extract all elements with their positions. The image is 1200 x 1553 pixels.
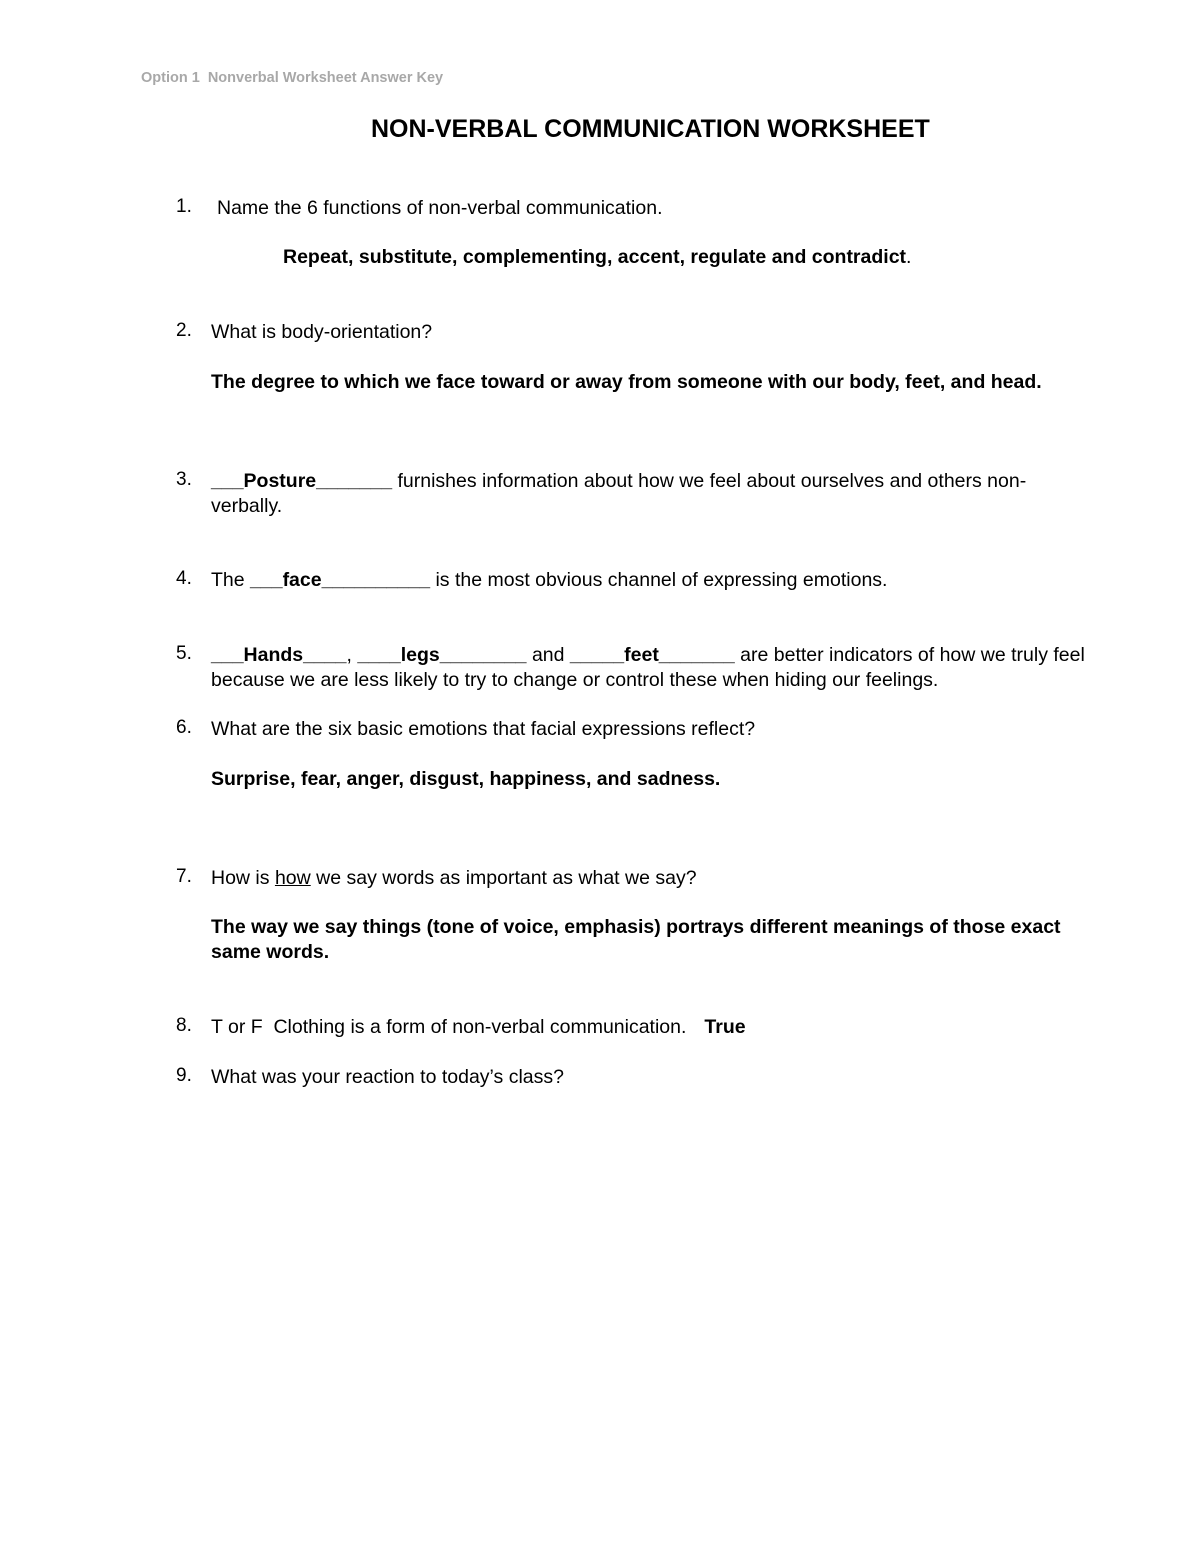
answer-text: Surprise, fear, anger, disgust, happiness, and sadness.	[211, 768, 721, 790]
question-text	[211, 568, 1101, 593]
header-title: Nonverbal Worksheet Answer Key	[207, 70, 444, 86]
question-text	[211, 866, 1101, 891]
fill-blank-legs: ____legs________	[357, 644, 527, 666]
question-number: 9.	[176, 1065, 192, 1086]
question-body: we say words as important as what we say?	[310, 867, 697, 889]
question-text: What was your reaction to today’s class?	[211, 1066, 564, 1088]
question-number: 3.	[176, 469, 192, 490]
answer-text	[283, 245, 1163, 270]
question-body: are better indicators of how we truly feel because we are less likely to try to change or control these when hiding our feelings.	[211, 644, 1085, 691]
question-text: Name the 6 functions of non-verbal communication.	[217, 197, 663, 219]
answer-punct: .	[906, 246, 912, 268]
question-prefix: The	[211, 569, 251, 591]
question-number: 4.	[176, 568, 192, 589]
question-body: furnishes information about how we feel about ourselves and others non-verbally.	[211, 470, 1027, 517]
answer-text: The degree to which we face toward or away from someone with our body, feet, and head.	[211, 371, 1042, 393]
question-text	[211, 469, 1091, 519]
answer-bold: Repeat, substitute, complementing, accent, regulate and contradict	[283, 246, 907, 268]
page-header	[141, 70, 443, 86]
question-text	[211, 643, 1096, 693]
question-number: 6.	[176, 717, 192, 738]
question-number: 5.	[176, 643, 192, 664]
question-number: 2.	[176, 320, 192, 341]
answer-text: True	[704, 1016, 746, 1038]
fill-blank: ___face__________	[250, 569, 431, 591]
header-option: Option 1	[141, 70, 200, 86]
fill-blank-hands: ___Hands____	[211, 644, 347, 666]
answer-text: The way we say things (tone of voice, emphasis) portrays different meanings of those exact same words.	[211, 916, 1061, 963]
question-text: What is body-orientation?	[211, 321, 433, 343]
question-number: 1.	[176, 196, 192, 217]
question-prefix: How is	[211, 867, 275, 889]
underlined-word: how	[274, 867, 311, 889]
page-title: NON-VERBAL COMMUNICATION WORKSHEET	[371, 115, 930, 143]
question-body: is the most obvious channel of expressing emotions.	[430, 569, 888, 591]
fill-blank-feet: _____feet_______	[569, 644, 735, 666]
question-number: 7.	[176, 866, 192, 887]
question-number: 8.	[176, 1015, 192, 1036]
question-text	[211, 1015, 1101, 1040]
fill-blank: ___Posture_______	[211, 470, 393, 492]
question-body: T or F Clothing is a form of non-verbal communication.	[211, 1016, 687, 1038]
separator: and	[526, 644, 570, 666]
separator: ,	[346, 644, 358, 666]
question-text: What are the six basic emotions that facial expressions reflect?	[211, 718, 756, 740]
